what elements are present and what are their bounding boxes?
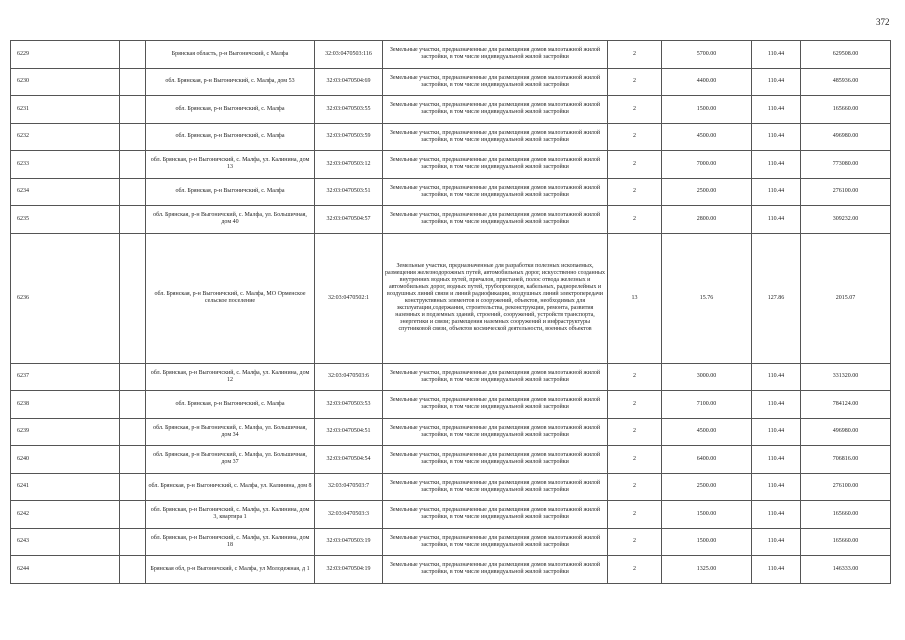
category-cell: 2	[608, 391, 662, 419]
rate-cell: 110.44	[752, 68, 801, 96]
cadastral-number-cell: 32:03:0470503:19	[315, 528, 383, 556]
address-cell: обл. Брянская, р-н Выгоничский, с. Малфа, ул. Большичная, дом 40	[146, 206, 315, 234]
cadastral-value-cell: 331320.00	[801, 363, 891, 391]
category-cell: 2	[608, 206, 662, 234]
row-number: 6242	[11, 501, 120, 529]
empty-cell	[120, 363, 146, 391]
address-cell: обл. Брянская, р-н Выгоничский, с. Малфа, ул. Калинина, дом 12	[146, 363, 315, 391]
cadastral-value-cell: 146333.00	[801, 556, 891, 584]
table-row	[11, 96, 891, 124]
cadastral-number-cell: 32:03:0470504:51	[315, 418, 383, 446]
table-row	[11, 206, 891, 234]
cadastral-value-cell: 276100.00	[801, 178, 891, 206]
cadastral-number-cell: 32:03:0470503:116	[315, 41, 383, 69]
registry-table	[10, 40, 891, 584]
empty-cell	[120, 391, 146, 419]
address-cell: обл. Брянская, р-н Выгоничский, с. Малфа, дом 53	[146, 68, 315, 96]
rate-cell: 110.44	[752, 418, 801, 446]
empty-cell	[120, 123, 146, 151]
row-number: 6240	[11, 446, 120, 474]
empty-cell	[120, 556, 146, 584]
empty-cell	[120, 206, 146, 234]
rate-cell: 110.44	[752, 473, 801, 501]
land-use-cell: Земельные участки, предназначенные для размещения домов малоэтажной жилой застройки, в том числе индивидуальной жилой застройки	[383, 68, 608, 96]
address-cell: обл. Брянская, р-н Выгоничский, с. Малфа, ул. Калинина, дом 3, квартира 1	[146, 501, 315, 529]
land-use-cell: Земельные участки, предназначенные для размещения домов малоэтажной жилой застройки, в том числе индивидуальной жилой застройки	[383, 446, 608, 474]
category-cell: 2	[608, 528, 662, 556]
cadastral-number-cell: 32:03:0470502:1	[315, 233, 383, 363]
land-use-cell: Земельные участки, предназначенные для размещения домов малоэтажной жилой застройки, в том числе индивидуальной жилой застройки	[383, 556, 608, 584]
table-row	[11, 418, 891, 446]
land-use-cell: Земельные участки, предназначенные для размещения домов малоэтажной жилой застройки, в том числе индивидуальной жилой застройки	[383, 363, 608, 391]
address-cell: обл. Брянская, р-н Выгоничский, с. Малфа, ул. Калинина, дом 13	[146, 151, 315, 179]
table-row	[11, 68, 891, 96]
row-number: 6239	[11, 418, 120, 446]
table-row	[11, 363, 891, 391]
address-cell: обл. Брянская, р-н Выгоничский, с. Малфа	[146, 391, 315, 419]
cadastral-number-cell: 32:03:0470504:69	[315, 68, 383, 96]
rate-cell: 110.44	[752, 363, 801, 391]
cadastral-number-cell: 32:03:0470503:7	[315, 473, 383, 501]
rate-cell: 110.44	[752, 151, 801, 179]
category-cell: 2	[608, 556, 662, 584]
rate-cell: 127.86	[752, 233, 801, 363]
cadastral-value-cell: 2015.07	[801, 233, 891, 363]
cadastral-number-cell: 32:03:0470503:59	[315, 123, 383, 151]
cadastral-value-cell: 276100.00	[801, 473, 891, 501]
page-number: 372	[876, 17, 890, 27]
rate-cell: 110.44	[752, 178, 801, 206]
rate-cell: 110.44	[752, 123, 801, 151]
land-use-cell: Земельные участки, предназначенные для размещения домов малоэтажной жилой застройки, в том числе индивидуальной жилой застройки	[383, 96, 608, 124]
cadastral-number-cell: 32:03:0470503:12	[315, 151, 383, 179]
category-cell: 2	[608, 501, 662, 529]
row-number: 6234	[11, 178, 120, 206]
table-row	[11, 556, 891, 584]
area-cell: 1500.00	[662, 528, 752, 556]
category-cell: 2	[608, 123, 662, 151]
cadastral-number-cell: 32:03:0470504:19	[315, 556, 383, 584]
land-use-cell: Земельные участки, предназначенные для размещения домов малоэтажной жилой застройки, в том числе индивидуальной жилой застройки	[383, 528, 608, 556]
category-cell: 13	[608, 233, 662, 363]
area-cell: 4400.00	[662, 68, 752, 96]
cadastral-number-cell: 32:03:0470503:6	[315, 363, 383, 391]
cadastral-value-cell: 773080.00	[801, 151, 891, 179]
table-row	[11, 233, 891, 363]
row-number: 6229	[11, 41, 120, 69]
empty-cell	[120, 151, 146, 179]
table-row	[11, 473, 891, 501]
category-cell: 2	[608, 446, 662, 474]
address-cell: обл. Брянская, р-н Выгоничский, с. Малфа, МО Орменское сельское поселение	[146, 233, 315, 363]
area-cell: 1500.00	[662, 96, 752, 124]
address-cell: Брянская область, р-н Выгоничский, с Малфа	[146, 41, 315, 69]
category-cell: 2	[608, 41, 662, 69]
category-cell: 2	[608, 68, 662, 96]
empty-cell	[120, 68, 146, 96]
cadastral-number-cell: 32:03:0470503:53	[315, 391, 383, 419]
rate-cell: 110.44	[752, 528, 801, 556]
cadastral-number-cell: 32:03:0470503:51	[315, 178, 383, 206]
table-row	[11, 528, 891, 556]
table-row	[11, 151, 891, 179]
land-use-cell: Земельные участки, предназначенные для размещения домов малоэтажной жилой застройки, в том числе индивидуальной жилой застройки	[383, 206, 608, 234]
address-cell: обл. Брянская, р-н Выгоничский, с. Малфа, ул. Калинина, дом 18	[146, 528, 315, 556]
cadastral-value-cell: 706816.00	[801, 446, 891, 474]
land-use-cell: Земельные участки, предназначенные для размещения домов малоэтажной жилой застройки, в том числе индивидуальной жилой застройки	[383, 41, 608, 69]
cadastral-value-cell: 309232.00	[801, 206, 891, 234]
table-row	[11, 391, 891, 419]
registry-rows	[11, 41, 891, 584]
rate-cell: 110.44	[752, 96, 801, 124]
category-cell: 2	[608, 418, 662, 446]
cadastral-value-cell: 485936.00	[801, 68, 891, 96]
address-cell: обл. Брянская, р-н Выгоничский, с. Малфа, ул. Калинина, дом 8	[146, 473, 315, 501]
area-cell: 5700.00	[662, 41, 752, 69]
address-cell: Брянская обл, р-н Выгоничский, с Малфа, ул Молодежная, д 1	[146, 556, 315, 584]
row-number: 6232	[11, 123, 120, 151]
area-cell: 7100.00	[662, 391, 752, 419]
table-row	[11, 123, 891, 151]
row-number: 6244	[11, 556, 120, 584]
area-cell: 7000.00	[662, 151, 752, 179]
empty-cell	[120, 473, 146, 501]
row-number: 6243	[11, 528, 120, 556]
row-number: 6237	[11, 363, 120, 391]
empty-cell	[120, 96, 146, 124]
cadastral-value-cell: 165660.00	[801, 96, 891, 124]
empty-cell	[120, 418, 146, 446]
address-cell: обл. Брянская, р-н Выгоничский, с. Малфа, ул. Большичная, дом 37	[146, 446, 315, 474]
category-cell: 2	[608, 151, 662, 179]
empty-cell	[120, 41, 146, 69]
area-cell: 2500.00	[662, 473, 752, 501]
row-number: 6231	[11, 96, 120, 124]
empty-cell	[120, 178, 146, 206]
empty-cell	[120, 501, 146, 529]
rate-cell: 110.44	[752, 556, 801, 584]
land-use-cell: Земельные участки, предназначенные для размещения домов малоэтажной жилой застройки, в том числе индивидуальной жилой застройки	[383, 178, 608, 206]
rate-cell: 110.44	[752, 446, 801, 474]
rate-cell: 110.44	[752, 206, 801, 234]
address-cell: обл. Брянская, р-н Выгоничский, с. Малфа	[146, 96, 315, 124]
cadastral-value-cell: 165660.00	[801, 501, 891, 529]
table-row	[11, 41, 891, 69]
area-cell: 3000.00	[662, 363, 752, 391]
land-use-cell: Земельные участки, предназначенные для размещения домов малоэтажной жилой застройки, в том числе индивидуальной жилой застройки	[383, 123, 608, 151]
land-use-cell: Земельные участки, предназначенные для размещения домов малоэтажной жилой застройки, в том числе индивидуальной жилой застройки	[383, 391, 608, 419]
land-use-cell: Земельные участки, предназначенные для размещения домов малоэтажной жилой застройки, в том числе индивидуальной жилой застройки	[383, 501, 608, 529]
row-number: 6235	[11, 206, 120, 234]
area-cell: 4500.00	[662, 418, 752, 446]
empty-cell	[120, 446, 146, 474]
area-cell: 1500.00	[662, 501, 752, 529]
category-cell: 2	[608, 178, 662, 206]
area-cell: 6400.00	[662, 446, 752, 474]
rate-cell: 110.44	[752, 501, 801, 529]
cadastral-value-cell: 496980.00	[801, 123, 891, 151]
row-number: 6238	[11, 391, 120, 419]
cadastral-value-cell: 165660.00	[801, 528, 891, 556]
rate-cell: 110.44	[752, 41, 801, 69]
area-cell: 15.76	[662, 233, 752, 363]
rate-cell: 110.44	[752, 391, 801, 419]
area-cell: 2500.00	[662, 178, 752, 206]
land-use-cell: Земельные участки, предназначенные для размещения домов малоэтажной жилой застройки, в том числе индивидуальной жилой застройки	[383, 473, 608, 501]
empty-cell	[120, 233, 146, 363]
empty-cell	[120, 528, 146, 556]
land-use-cell: Земельные участки, предназначенные для разработки полезных ископаемых, размещения железнодорожных путей, автомобильных дорог, искусственно созданных внутренних водных путей, причалов, пристаней, полос отвода железных и автомобильных дорог, водных путей, трубопроводов, кабельных, радиорелейных и воздушных линий связи и линий радиофикации, воздушных линий электропередачи конструктивных элементов и сооружений, объектов, необходимых для эксплуатации,содержания, строительства, реконструкции, ремонта, развития наземных и подземных зданий, строений, сооружений, устройств транспорта, энергетики и связи; размещения наземных сооружений и инфраструктуры спутниковой связи, объектов космической деятельности, военных объектов	[383, 233, 608, 363]
area-cell: 4500.00	[662, 123, 752, 151]
row-number: 6236	[11, 233, 120, 363]
table-row	[11, 501, 891, 529]
cadastral-value-cell: 629508.00	[801, 41, 891, 69]
address-cell: обл. Брянская, р-н Выгоничский, с. Малфа	[146, 123, 315, 151]
category-cell: 2	[608, 96, 662, 124]
category-cell: 2	[608, 363, 662, 391]
cadastral-number-cell: 32:03:0470503:55	[315, 96, 383, 124]
row-number: 6233	[11, 151, 120, 179]
area-cell: 1325.00	[662, 556, 752, 584]
area-cell: 2800.00	[662, 206, 752, 234]
cadastral-number-cell: 32:03:0470504:54	[315, 446, 383, 474]
address-cell: обл. Брянская, р-н Выгоничский, с. Малфа, ул. Большичная, дом 34	[146, 418, 315, 446]
cadastral-value-cell: 496980.00	[801, 418, 891, 446]
table-row	[11, 178, 891, 206]
cadastral-number-cell: 32:03:0470503:3	[315, 501, 383, 529]
row-number: 6230	[11, 68, 120, 96]
land-use-cell: Земельные участки, предназначенные для размещения домов малоэтажной жилой застройки, в том числе индивидуальной жилой застройки	[383, 418, 608, 446]
category-cell: 2	[608, 473, 662, 501]
address-cell: обл. Брянская, р-н Выгоничский, с. Малфа	[146, 178, 315, 206]
table-row	[11, 446, 891, 474]
row-number: 6241	[11, 473, 120, 501]
cadastral-number-cell: 32:03:0470504:57	[315, 206, 383, 234]
land-use-cell: Земельные участки, предназначенные для размещения домов малоэтажной жилой застройки, в том числе индивидуальной жилой застройки	[383, 151, 608, 179]
cadastral-value-cell: 784124.00	[801, 391, 891, 419]
